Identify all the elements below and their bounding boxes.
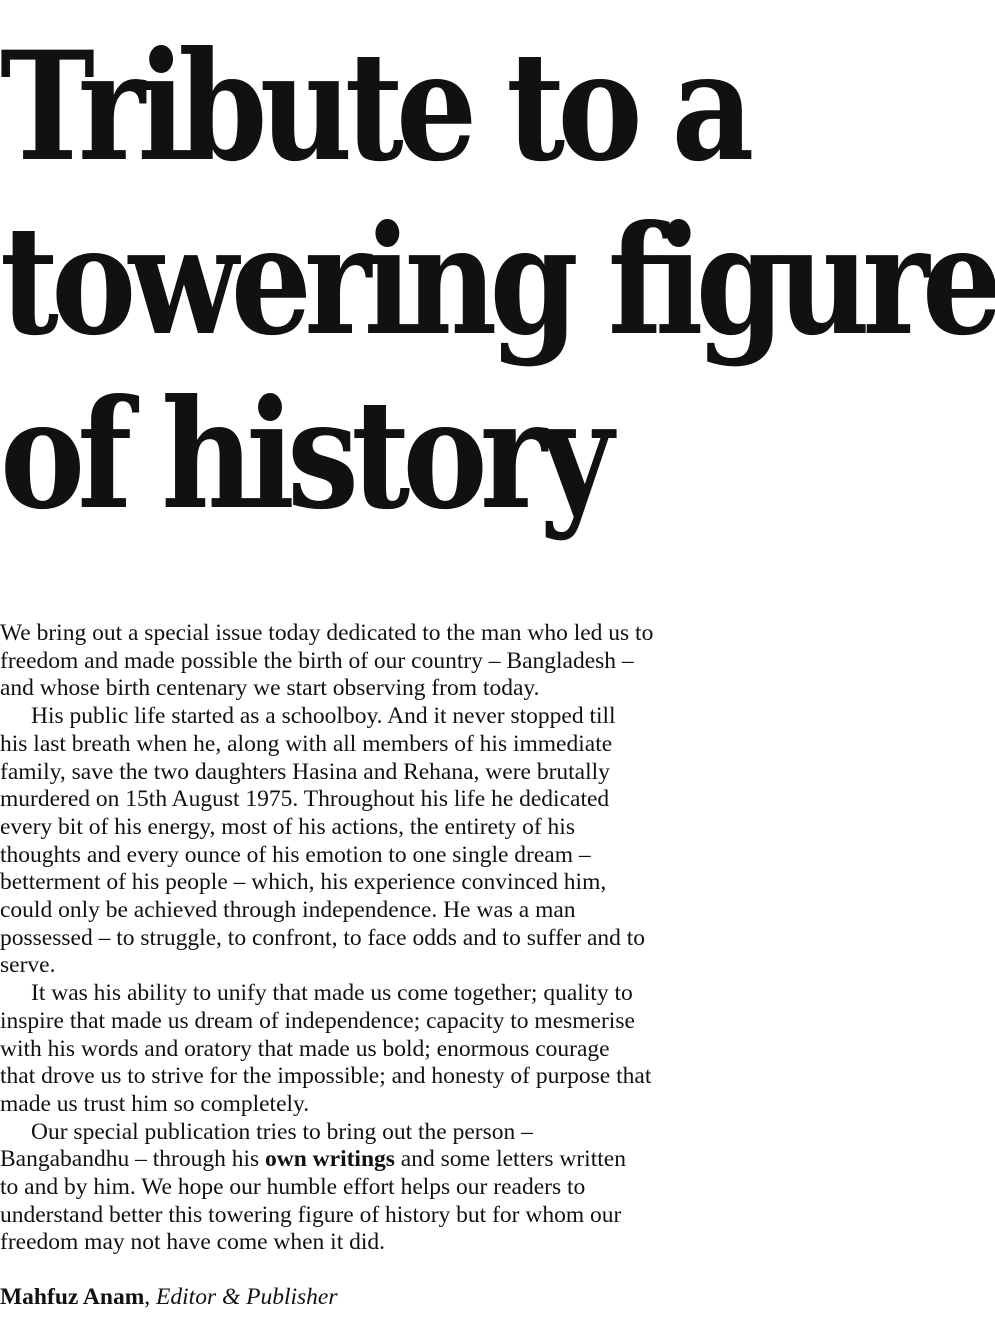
text-line: freedom and made possible the birth of our country – Bangladesh – — [0, 647, 634, 674]
author-title: Editor & Publisher — [156, 1284, 338, 1310]
paragraph-public-life — [0, 703, 780, 980]
author-name: Mahfuz Anam — [0, 1284, 145, 1310]
text-line: his last breath when he, along with all members of his immediate — [0, 730, 613, 757]
text-line — [0, 1146, 780, 1174]
text-line: betterment of his people – which, his experience convinced him, — [0, 869, 607, 896]
text-line: and whose birth centenary we start observing from today. — [0, 675, 540, 702]
text-line: possessed – to struggle, to confront, to face odds and to suffer and to — [0, 924, 646, 951]
byline-separator: , — [144, 1284, 157, 1310]
emphasis-own-writings: own writings — [265, 1146, 395, 1173]
text-line: with his words and oratory that made us bold; enormous courage — [0, 1035, 610, 1062]
text-line: serve. — [0, 952, 56, 979]
headline-line: of history — [0, 367, 606, 543]
text-line: understand better this towering figure of history but for whom our — [0, 1201, 622, 1228]
headline-line: Tribute to a — [0, 19, 747, 195]
article-body — [0, 620, 780, 1257]
text-line: could only be achieved through independence. He was a man — [0, 897, 576, 924]
text-segment: Bangabandhu – through his — [0, 1146, 265, 1173]
headline-line: towering figure — [0, 193, 995, 369]
text-line: thoughts and every ounce of his emotion to one single dream – — [0, 841, 591, 868]
text-line: made us trust him so completely. — [0, 1090, 310, 1117]
paragraph-intro — [0, 620, 780, 703]
text-line: freedom may not have come when it did. — [0, 1229, 386, 1256]
text-line: murdered on 15th August 1975. Throughout his life he dedicated — [0, 786, 610, 813]
text-segment: and some letters written — [394, 1146, 626, 1173]
text-line: inspire that made us dream of independence; capacity to mesmerise — [0, 1007, 635, 1034]
text-line: We bring out a special issue today dedicated to the man who led us to — [0, 620, 654, 646]
text-line: Our special publication tries to bring out the person – — [31, 1118, 533, 1145]
text-line: It was his ability to unify that made us come together; quality to — [31, 980, 633, 1007]
text-line: every bit of his energy, most of his actions, the entirety of his — [0, 813, 575, 840]
paragraph-ability — [0, 980, 780, 1119]
text-line: family, save the two daughters Hasina and Rehana, were brutally — [0, 758, 610, 785]
byline — [0, 1283, 338, 1311]
text-line: His public life started as a schoolboy. And it never stopped till — [31, 703, 616, 730]
text-line: that drove us to strive for the impossible; and honesty of purpose that — [0, 1063, 652, 1090]
text-line: to and by him. We hope our humble effort helps our readers to — [0, 1174, 586, 1201]
paragraph-publication — [0, 1119, 780, 1258]
headline — [0, 19, 995, 543]
